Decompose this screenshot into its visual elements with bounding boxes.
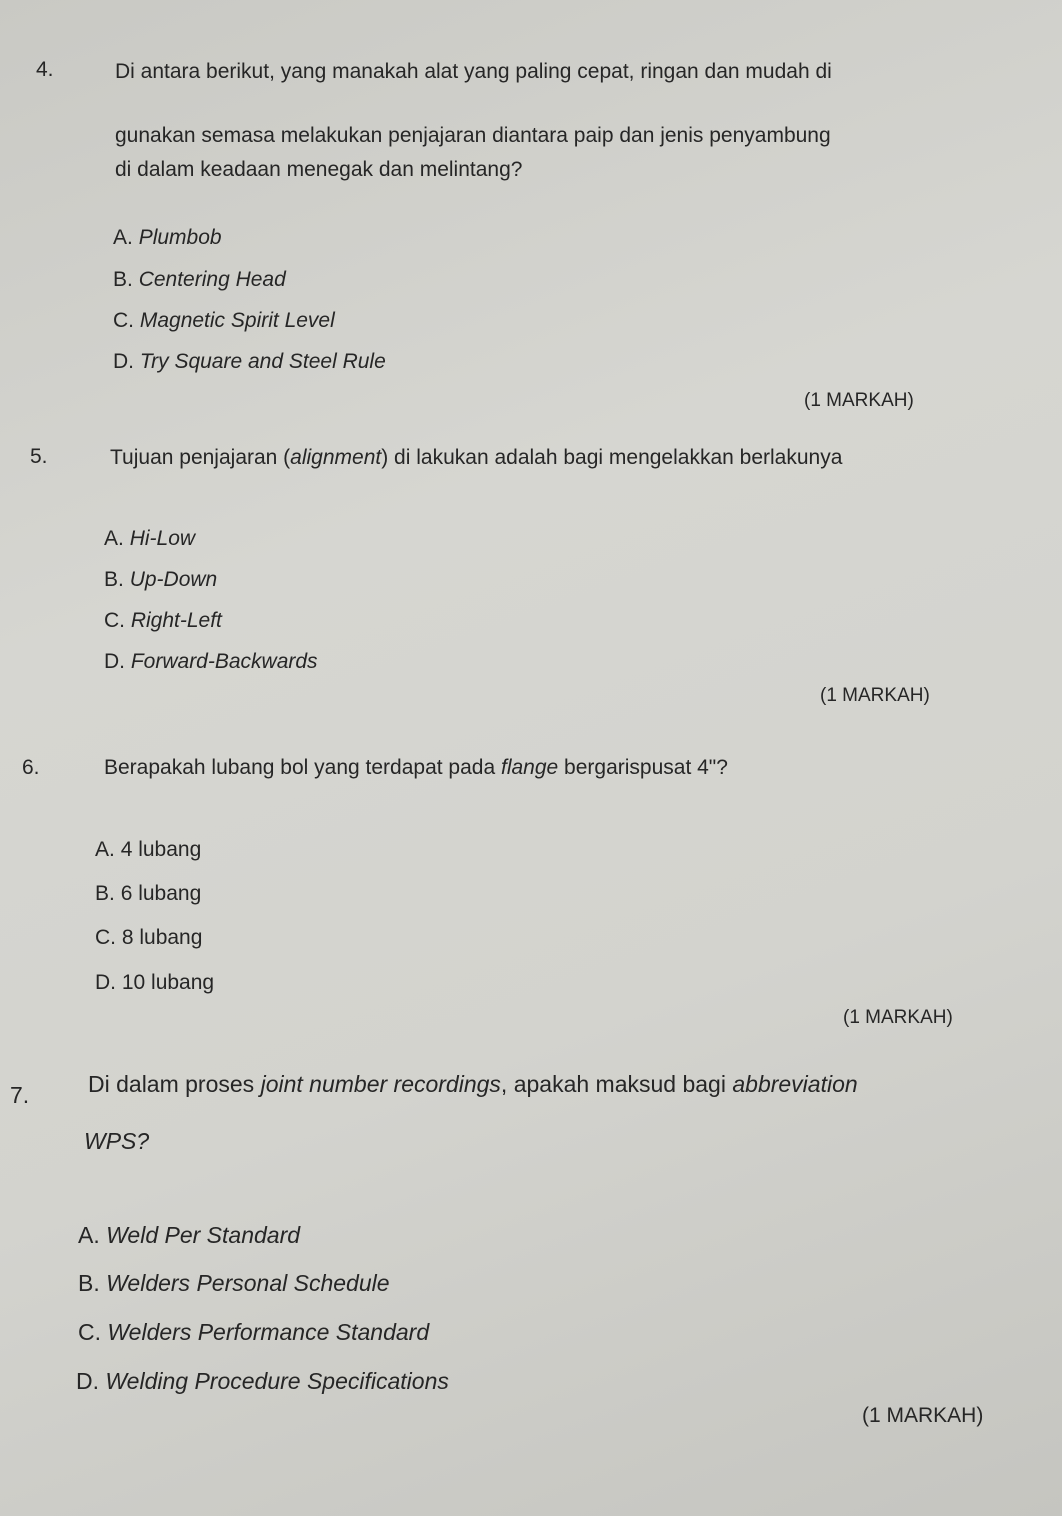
option-text: Welding Procedure Specifications (105, 1368, 449, 1394)
option-letter: A. (113, 226, 133, 249)
option-text: Magnetic Spirit Level (139, 309, 335, 332)
option-letter: D. (113, 350, 134, 373)
option-d (76, 1368, 449, 1395)
option-letter: D. (95, 971, 116, 994)
option-letter: C. (95, 926, 116, 949)
option-a (78, 1222, 300, 1249)
question-text-italic: alignment (290, 446, 382, 469)
option-text: Up-Down (129, 568, 218, 591)
option-b (104, 568, 217, 592)
question-text-line: Di antara berikut, yang manakah alat yang paling cepat, ringan dan mudah di (115, 60, 832, 83)
question-text-part: ) di lakukan adalah bagi mengelakkan berlakunya (381, 446, 843, 469)
question-number: 7. (10, 1082, 30, 1108)
marks-label: (1 MARKAH) (843, 1007, 953, 1028)
option-letter: A. (104, 527, 124, 550)
option-letter: D. (76, 1368, 99, 1394)
option-text: Hi-Low (129, 527, 196, 550)
question-text-part: Di dalam proses (88, 1071, 261, 1097)
question-text (88, 1071, 858, 1098)
option-text: 6 lubang (120, 882, 202, 905)
question-text (110, 446, 842, 470)
question-text-line: gunakan semasa melakukan penjajaran diantara paip dan jenis penyambung (115, 124, 831, 147)
marks-label: (1 MARKAH) (804, 390, 914, 411)
question-number: 5. (30, 445, 48, 468)
option-a (113, 226, 222, 250)
option-text: 8 lubang (121, 926, 203, 949)
option-text: Weld Per Standard (106, 1222, 301, 1248)
question-number: 4. (36, 58, 54, 81)
option-letter: C. (113, 309, 134, 332)
option-letter: B. (95, 882, 115, 905)
question-number: 6. (22, 756, 40, 779)
option-c (95, 926, 202, 950)
option-text: 10 lubang (121, 971, 215, 994)
question-text-italic: joint number recordings (260, 1071, 501, 1097)
option-letter: C. (78, 1319, 101, 1345)
marks-label: (1 MARKAH) (862, 1404, 984, 1427)
question-text-part: , apakah maksud bagi (500, 1071, 733, 1097)
option-d (95, 971, 214, 995)
option-text: Welders Performance Standard (107, 1319, 430, 1345)
question-text-italic: flange (500, 756, 559, 779)
option-text: Right-Left (130, 609, 222, 632)
option-letter: B. (104, 568, 124, 591)
option-text: Try Square and Steel Rule (139, 350, 386, 373)
option-text: Plumbob (138, 226, 222, 249)
option-letter: A. (78, 1222, 100, 1248)
option-text: Forward-Backwards (130, 650, 318, 673)
option-letter: B. (78, 1270, 100, 1296)
option-letter: B. (113, 268, 133, 291)
question-text-part: Tujuan penjajaran ( (110, 446, 291, 469)
option-b (78, 1270, 390, 1297)
option-b (95, 882, 201, 906)
option-letter: A. (95, 838, 115, 861)
question-text-part: bergarispusat 4"? (558, 756, 728, 779)
option-b (113, 268, 286, 292)
option-c (78, 1319, 429, 1346)
option-d (104, 650, 318, 674)
option-a (95, 838, 201, 862)
option-c (113, 309, 335, 333)
question-text (104, 756, 728, 780)
option-a (104, 527, 195, 551)
option-text: Welders Personal Schedule (106, 1270, 390, 1296)
marks-label: (1 MARKAH) (820, 685, 930, 706)
question-text-part: Berapakah lubang bol yang terdapat pada (104, 756, 501, 779)
option-c (104, 609, 222, 633)
option-letter: C. (104, 609, 125, 632)
question-text-italic: abbreviation (732, 1071, 858, 1097)
option-d (113, 350, 386, 374)
option-text: Centering Head (138, 268, 286, 291)
question-text-line: WPS? (84, 1128, 150, 1154)
question-text-line: di dalam keadaan menegak dan melintang? (115, 158, 523, 181)
option-letter: D. (104, 650, 125, 673)
option-text: 4 lubang (120, 838, 202, 861)
